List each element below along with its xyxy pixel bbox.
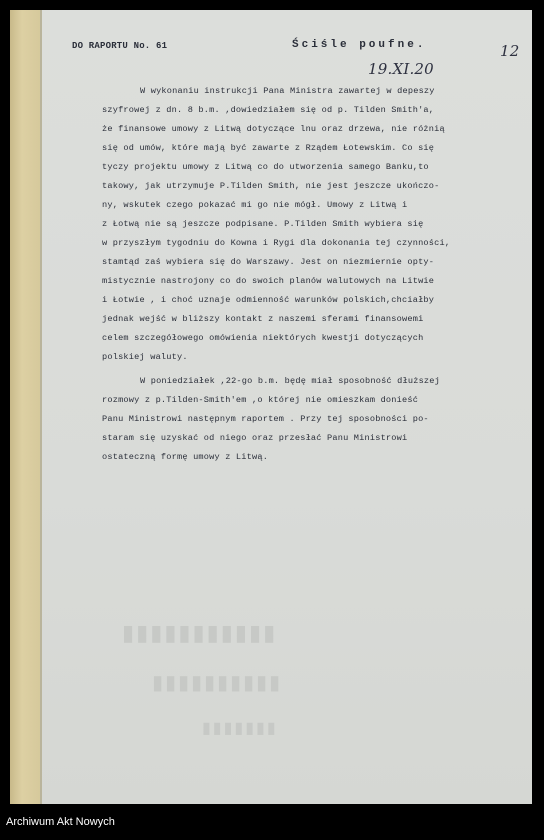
text-line: stamtąd zaś wybiera się do Warszawy. Jest on niezmiernie opty- — [102, 257, 435, 267]
text-line: szyfrowej z dn. 8 b.m. ,dowiedziałem się od p. Tilden Smith'a, — [102, 105, 435, 115]
text-line: że finansowe umowy z Litwą dotyczące lnu oraz drzewa, nie różnią — [102, 124, 445, 134]
text-line: takowy, jak utrzymuje P.Tilden Smith, nie jest jeszcze ukończo- — [102, 181, 440, 191]
text-line: ny, wskutek czego pokazać mi go nie mógł. Umowy z Litwą i — [102, 200, 408, 210]
text-line: staram się uzyskać od niego oraz przesłać Panu Ministrowi — [102, 433, 408, 443]
text-line: w przyszłym tygodniu do Kowna i Rygi dla dokonania tej czynności, — [102, 238, 451, 248]
confidentiality-header: Ściśle poufne. — [292, 39, 427, 51]
bleed-through-stamp: ▮▮▮▮▮▮▮ — [202, 718, 278, 737]
text-line: celem szczegółowego omówienia niektórych kwestji dotyczących — [102, 333, 424, 343]
handwritten-page-number: 12 — [500, 42, 520, 60]
bleed-through-stamp: ▮▮▮▮▮▮▮▮▮▮ — [152, 670, 283, 694]
text-line: i Łotwie , i choć uznaje odmienność warunków polskich,chciałby — [102, 295, 435, 305]
archive-label: Archiwum Akt Nowych — [6, 816, 115, 828]
text-line: rozmowy z p.Tilden-Smith'em ,o której nie omieszkam donieść — [102, 395, 419, 405]
text-line: z Łotwą nie są jeszcze podpisane. P.Tilden Smith wybiera się — [102, 219, 424, 229]
text-line: mistycznie nastrojony co do swoich planów walutowych na Litwie — [102, 276, 435, 286]
folder-tab-strip — [10, 10, 40, 804]
handwritten-date: 19.XI.20 — [368, 60, 434, 78]
document-page — [42, 10, 532, 804]
text-line: ostateczną formę umowy z Litwą. — [102, 452, 269, 462]
text-line: W wykonaniu instrukcji Pana Ministra zawartej w depeszy — [140, 86, 435, 96]
text-line: tyczy projektu umowy z Litwą co do utworzenia samego Banku,to — [102, 162, 429, 172]
archive-footer — [0, 810, 544, 840]
report-reference: DO RAPORTU No. 61 — [72, 41, 168, 51]
text-line: polskiej waluty. — [102, 352, 188, 362]
text-line: jednak wejść w bliższy kontakt z naszemi sferami finansowemi — [102, 314, 424, 324]
bleed-through-stamp: ▮▮▮▮▮▮▮▮▮▮▮ — [122, 620, 278, 646]
text-line: W poniedziałek ,22-go b.m. będę miał sposobność dłuższej — [140, 376, 440, 386]
scanned-document — [10, 10, 532, 804]
text-line: się od umów, które mają być zawarte z Rządem Łotewskim. Co się — [102, 143, 435, 153]
text-line: Panu Ministrowi następnym raportem . Przy tej sposobności po- — [102, 414, 429, 424]
